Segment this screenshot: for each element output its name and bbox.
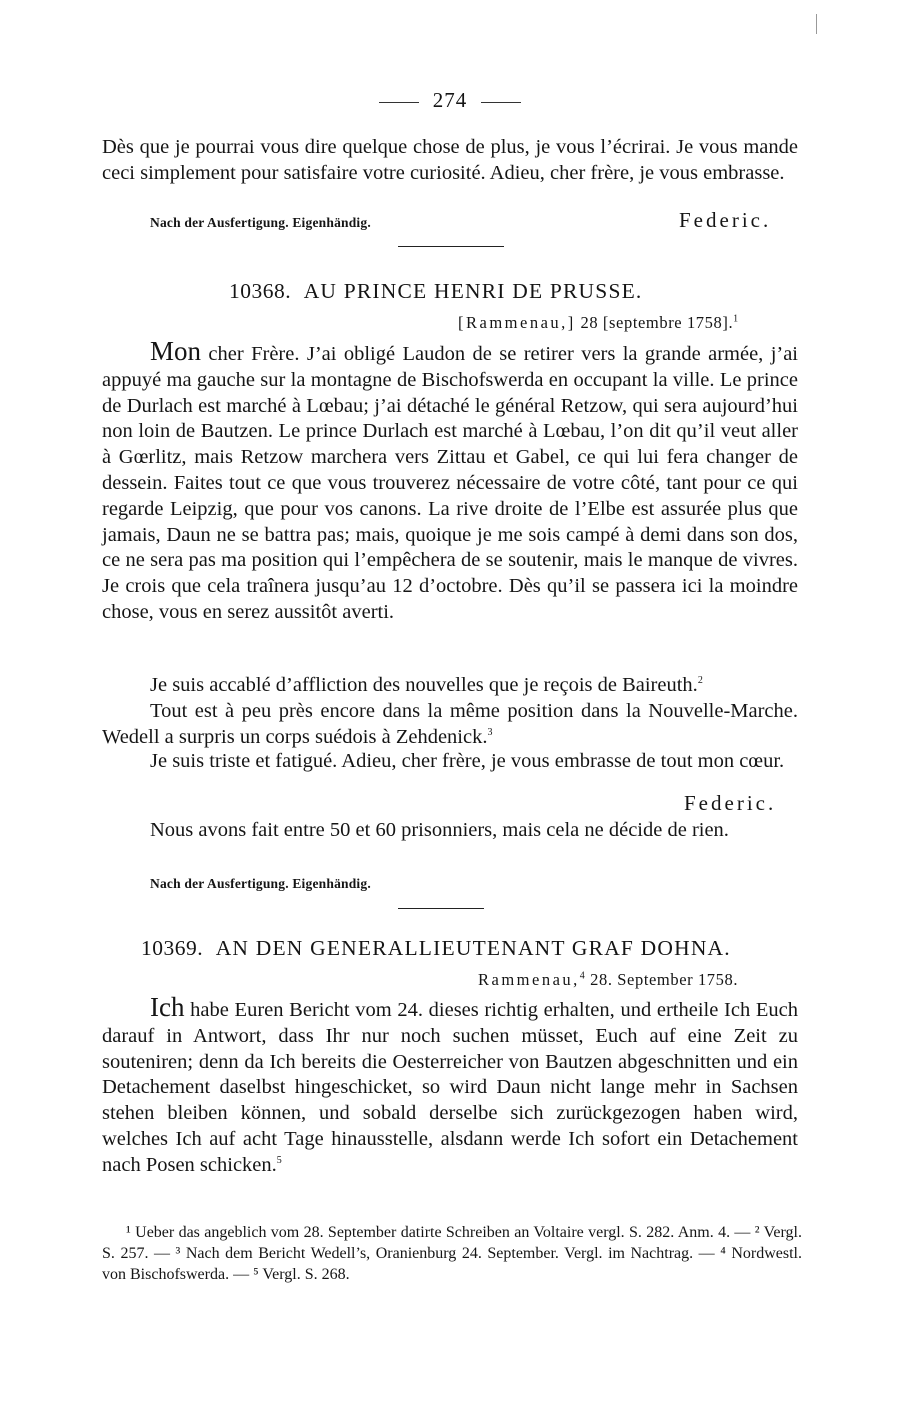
letter-10368-number: 10368.	[229, 279, 292, 303]
letter-10368-place: [Rammenau,]	[458, 313, 576, 332]
letter-10368-p2-text: Je suis accablé d’affliction des nouvelles que je reçois de Baireuth.	[150, 674, 698, 696]
letter-10368-body-text: cher Frère. J’ai obligé Laudon de se retirer vers la grande armée, j’ai appuyé ma gauche sur la montagne de Bischofswerda en occupant la ville. Le prince de Durlach est marché à Lœbau; j’ai détaché le général Retzow, qui sera aujourd’hui non loin de Bautzen. Le prince Durlach est marché à Lœbau, l’on dit qu’il veut aller à Gœrlitz, mais Retzow marchera vers Zittau et Gabel, ce qui lui fera changer de dessein. Faites tout ce que vous trouverez nécessaire de votre côté, tant pour ce qui regarde Leipzig, que pour vos canons. La rive droite de l’Elbe est assurée plus que jamais, Daun ne se battra pas; mais, quoique je me sois campé à demi dans son dos, ce ne sera pas ma position qui l’empêchera de se soutenir, mais le manque de vivres. Je crois que cela traînera jusqu’au 12 d’octobre. Dès qu’il se passera ici la moindre chose, vous en serez aussitôt averti.	[102, 343, 799, 623]
intro-paragraph: Dès que je pourrai vous dire quelque chose de plus, je vous l’écrirai. Je vous mande ceci simplement pour satisfaire votre curiosité. Adieu, cher frère, je vous embrasse.	[102, 136, 798, 184]
letter-10368-paragraph-2	[102, 673, 798, 699]
scan-margin-mark	[816, 14, 819, 34]
letter-10369-number: 10369.	[141, 936, 204, 960]
letter-10368-opening-word: Mon	[150, 336, 202, 366]
intro-signature: Federic.	[679, 208, 772, 232]
page-number-text: 274	[432, 88, 468, 112]
page-number-dash-right	[481, 102, 521, 103]
letter-10368-dateline	[458, 313, 739, 333]
page-number	[0, 88, 900, 113]
section-divider	[398, 908, 484, 909]
letter-10369-date: 28. September 1758.	[590, 970, 739, 989]
letter-10368-title: AU PRINCE HENRI DE PRUSSE.	[303, 279, 643, 303]
letter-10369-place: Rammenau,	[478, 970, 580, 989]
footnotes-text: ¹ Ueber das angeblich vom 28. September datirte Schreiben an Voltaire vergl. S. 282. Anm. 4. — ² Vergl. S. 257. — ³ Nach dem Bericht Wedell’s, Oranienburg 24. September. Vergl. im Nachtrag. — ⁴ Nordwestl. von Bischofswerda. — ⁵ Vergl. S. 268.	[102, 1224, 802, 1283]
letter-10368-source-note: Nach der Ausfertigung. Eigenhändig.	[150, 876, 371, 891]
footnote-ref-5: 5	[276, 1154, 282, 1166]
footnote-ref-2: 2	[697, 675, 703, 687]
footnote-ref-3: 3	[487, 726, 493, 738]
letter-10369-heading	[141, 936, 731, 961]
letter-10368-signature: Federic.	[684, 791, 777, 815]
letter-10368-date: 28 [septembre 1758].	[580, 313, 734, 332]
letter-10368-heading	[229, 279, 643, 304]
letter-10369-opening-word: Ich	[150, 992, 185, 1022]
intro-source-note: Nach der Ausfertigung. Eigenhändig.	[150, 215, 371, 230]
letter-10368-p3-text: Tout est à peu près encore dans la même position dans la Nouvelle-Marche. Wedell a surpris un corps suédois à Zehdenick.	[102, 700, 798, 748]
footnotes	[102, 1222, 802, 1285]
letter-10369-paragraph-1	[102, 992, 799, 1179]
letter-10368-paragraph-3	[102, 699, 798, 751]
letter-10369-body-text: habe Euren Bericht vom 24. dieses richtig erhalten, und ertheile Ich Euch darauf in Antwort, dass Ihr nur noch suchen müsset, Euch auf eine Zeit zu souteniren; denn da Ich bereits die Oesterreicher von Bautzen abgeschnitten und ein Detachement daselbst hingeschicket, so wird Daun nicht lange mehr in Sachsen stehen bleiben können, und sobald derselbe sich zurückgezogen haben wird, welches Ich auf acht Tage hinausstelle, alsdann werde Ich sofort ein Detachement nach Posen schicken.	[102, 999, 799, 1176]
section-divider	[398, 246, 504, 247]
footnote-ref-1: 1	[733, 313, 739, 325]
letter-10368-paragraph-4: Je suis triste et fatigué. Adieu, cher frère, je vous embrasse de tout mon cœur.	[150, 750, 785, 772]
letter-10368-postscript: Nous avons fait entre 50 et 60 prisonniers, mais cela ne décide de rien.	[150, 819, 729, 841]
letter-10369-title: AN DEN GENERALLIEUTENANT GRAF DOHNA.	[215, 936, 731, 960]
page-number-dash-left	[379, 102, 419, 103]
letter-10368-paragraph-1	[102, 336, 799, 626]
footnote-ref-4: 4	[579, 970, 586, 982]
letter-10369-dateline	[478, 970, 738, 990]
